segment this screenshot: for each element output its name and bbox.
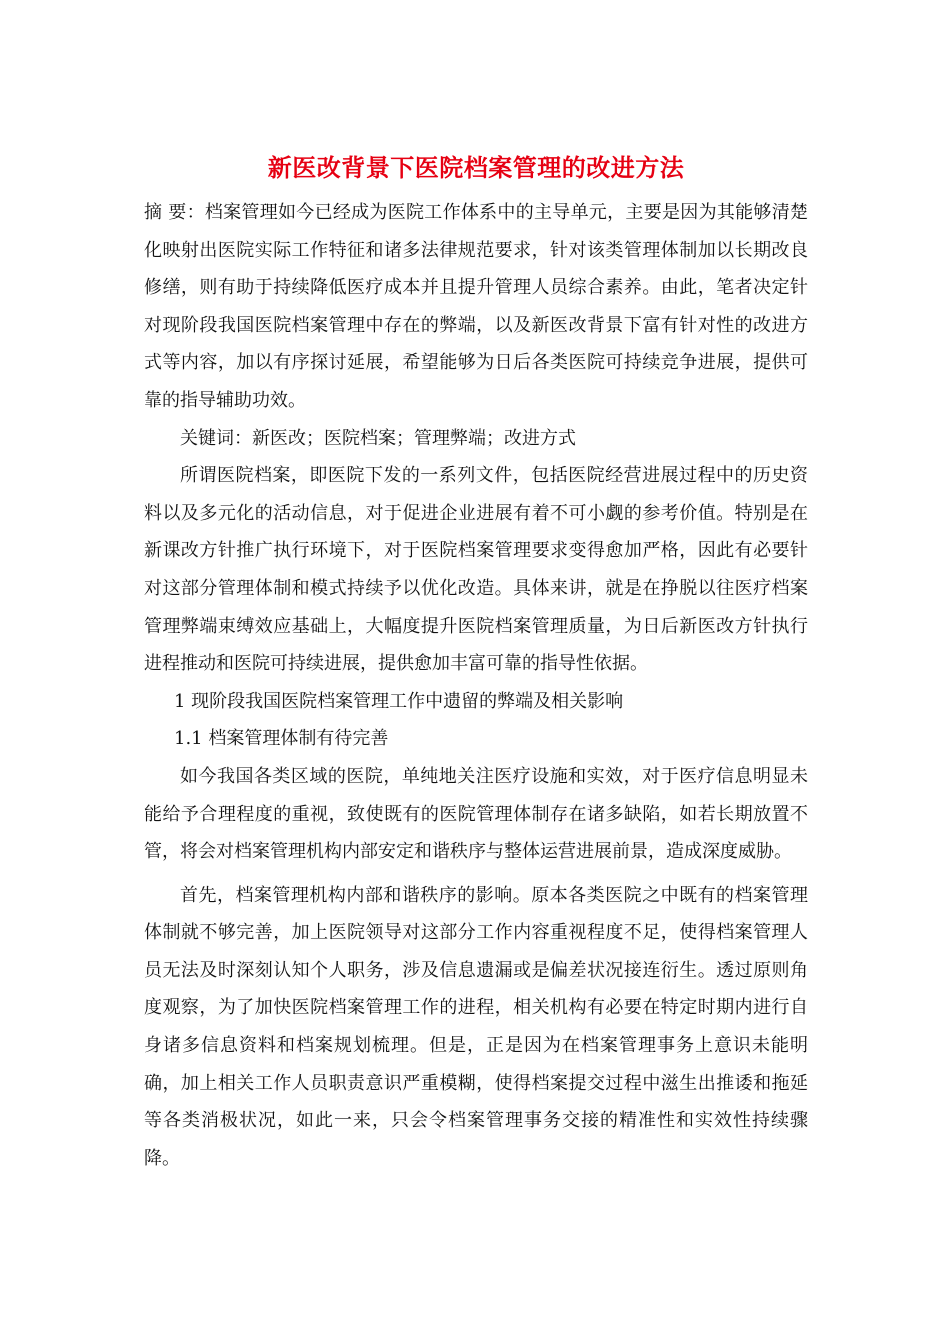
intro-paragraph: 所谓医院档案，即医院下发的一系列文件，包括医院经营进展过程中的历史资料以及多元化的活动信息，对于促进企业进展有着不可小觑的参考价值。特别是在新课改方针推广执行环境下，对于医院档案管理要求变得愈加严格，因此有必要针对这部分管理体制和模式持续予以优化改造。具体来讲，就是在挣脱以往医疗档案管理弊端束缚效应基础上，大幅度提升医院档案管理质量，为日后新医改方针执行进程推动和医院可持续进展，提供愈加丰富可靠的指导性依据。	[144, 465, 808, 675]
document-title: 新医改背景下医院档案管理的改进方法	[267, 153, 685, 182]
section-heading-1: 1 现阶段我国医院档案管理工作中遗留的弊端及相关影响	[174, 690, 624, 712]
body-paragraph-2: 首先，档案管理机构内部和谐秩序的影响。原本各类医院之中既有的档案管理体制就不够完善，加上医院领导对这部分工作内容重视程度不足，使得档案管理人员无法及时深刻认知个人职务，涉及信息遗漏或是偏差状况接连衍生。透过原则角度观察，为了加快医院档案管理工作的进程，相关机构有必要在特定时期内进行自身诸多信息资料和档案规划梳理。但是，正是因为在档案管理事务上意识未能明确，加上相关工作人员职责意识严重模糊，使得档案提交过程中滋生出推诿和拖延等各类消极状况，如此一来，只会令档案管理事务交接的精准性和实效性持续骤降。	[144, 884, 808, 1169]
body-paragraph-1: 如今我国各类区域的医院，单纯地关注医疗设施和实效，对于医疗信息明显未能给予合理程度的重视，致使既有的医院管理体制存在诸多缺陷，如若长期放置不管，将会对档案管理机构内部安定和谐秩序与整体运营进展前景，造成深度威胁。	[144, 765, 808, 863]
keywords-line: 关键词：新医改；医院档案；管理弊端；改进方式	[180, 427, 576, 449]
section-heading-1-1: 1.1 档案管理体制有待完善	[174, 728, 389, 750]
abstract-paragraph: 摘 要：档案管理如今已经成为医院工作体系中的主导单元，主要是因为其能够清楚化映射出医院实际工作特征和诸多法律规范要求，针对该类管理体制加以长期改良修缮，则有助于持续降低医疗成本并且提升管理人员综合素养。由此，笔者决定针对现阶段我国医院档案管理中存在的弊端，以及新医改背景下富有针对性的改进方式等内容，加以有序探讨延展，希望能够为日后各类医院可持续竞争进展，提供可靠的指导辅助功效。	[144, 202, 808, 411]
document-body	[144, 148, 808, 1177]
